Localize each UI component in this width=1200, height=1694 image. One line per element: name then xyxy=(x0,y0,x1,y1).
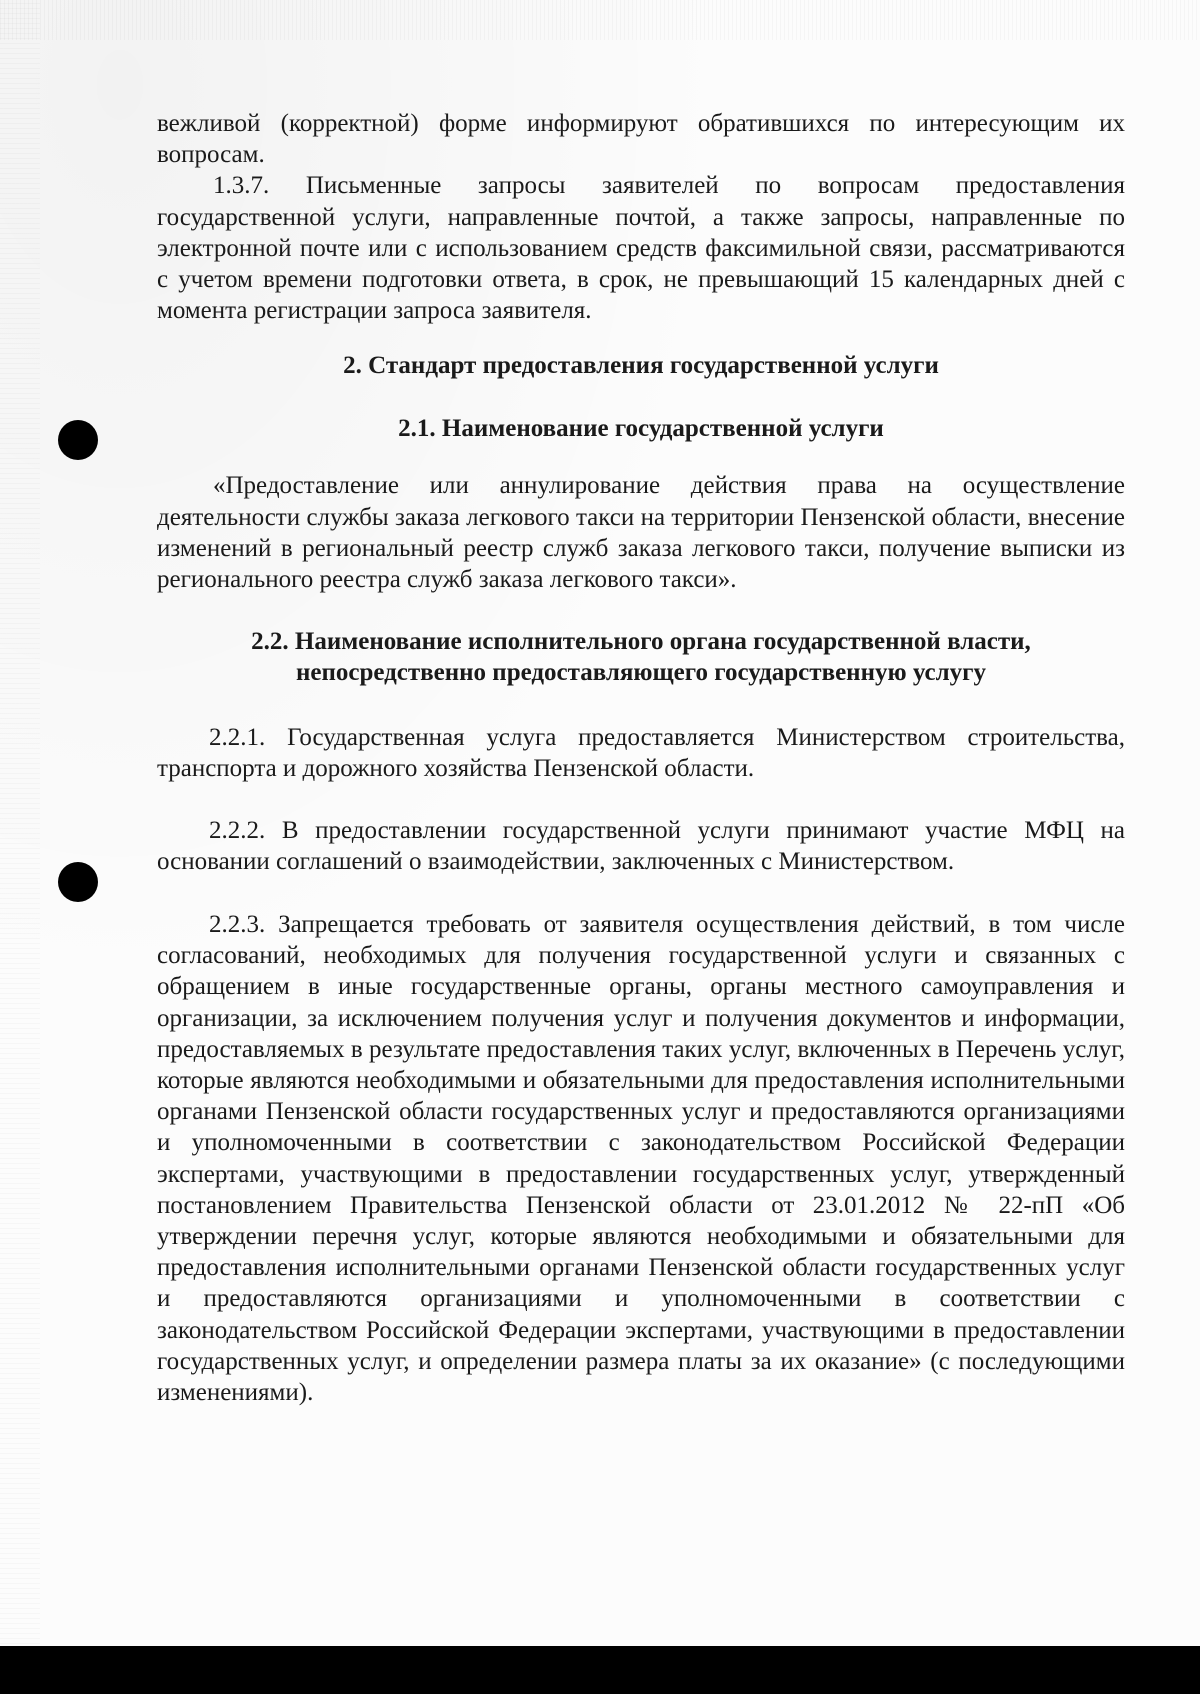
paragraph-2-2-1: 2.2.1. Государственная услуга предоставляется Министерством строительства, транспорта и дорожного хозяйства Пензенской области. xyxy=(157,724,1125,783)
subsection-heading-2-2-line1: 2.2. Наименование исполнительного органа государственной власти, xyxy=(251,628,1031,656)
subsection-heading-2-1: 2.1. Наименование государственной услуги xyxy=(398,415,884,443)
scan-bottom-bar xyxy=(0,1646,1200,1694)
section-heading-2: 2. Стандарт предоставления государственной услуги xyxy=(343,352,939,380)
paragraph-2-2-3: 2.2.3. Запрещается требовать от заявителя осуществления действий, в том числе согласований, необходимых для получения государственной услуги и связанных с обращением в иные государственные органы, органы местного самоуправления и организации, за исключением получения услуг и получения документов и информации, предоставляемых в результате предоставления таких услуг, включенных в Перечень услуг, которые являются необходимыми и обязательными для предоставления исполнительными органами Пензенской области государственных услуг и предоставляются организациями и уполномоченными в соответствии с законодательством Российской Федерации экспертами, участвующими в предоставлении государственных услуг, утвержденный постановлением Правительства Пензенской области от 23.01.2012 № 22-пП «Об утверждении перечня услуг, которые являются необходимыми и обязательными для предоставления исполнительными органами Пензенской области государственных услуг и предоставляются организациями и уполномоченными в соответствии с законодательством Российской Федерации экспертами, участвующими в предоставлении государственных услуг, и определении размера платы за их оказание» (с последующими изменениями). xyxy=(157,911,1125,1407)
paragraph-2-2-2: 2.2.2. В предоставлении государственной услуги принимают участие МФЦ на основании соглашений о взаимодействии, заключенных с Министерством. xyxy=(157,816,1125,875)
scan-noise-left xyxy=(0,0,40,1694)
punch-hole-lower xyxy=(58,862,98,902)
document-body xyxy=(157,108,1125,1408)
punch-hole-upper xyxy=(58,420,98,460)
paragraph-continuation: вежливой (корректной) форме информируют обратившихся по интересующим их вопросам. xyxy=(157,110,1125,169)
paragraph-2-1: «Предоставление или аннулирование действия права на осуществление деятельности службы заказа легкового такси на территории Пензенской области, внесение изменений в региональный реестр служб заказа легкового такси, получение выписки из регионального реестра служб заказа легкового такси». xyxy=(157,472,1125,594)
paragraph-1-3-7: 1.3.7. Письменные запросы заявителей по вопросам предоставления государственной услуги, направленные почтой, а также запросы, направленные по электронной почте или с использованием средств факсимильной связи, рассматриваются с учетом времени подготовки ответа, в срок, не превышающий 15 календарных дней с момента регистрации запроса заявителя. xyxy=(157,172,1125,325)
subsection-heading-2-2-line2: непосредственно предоставляющего государственную услугу xyxy=(295,659,987,687)
scan-noise-top xyxy=(0,0,1200,40)
